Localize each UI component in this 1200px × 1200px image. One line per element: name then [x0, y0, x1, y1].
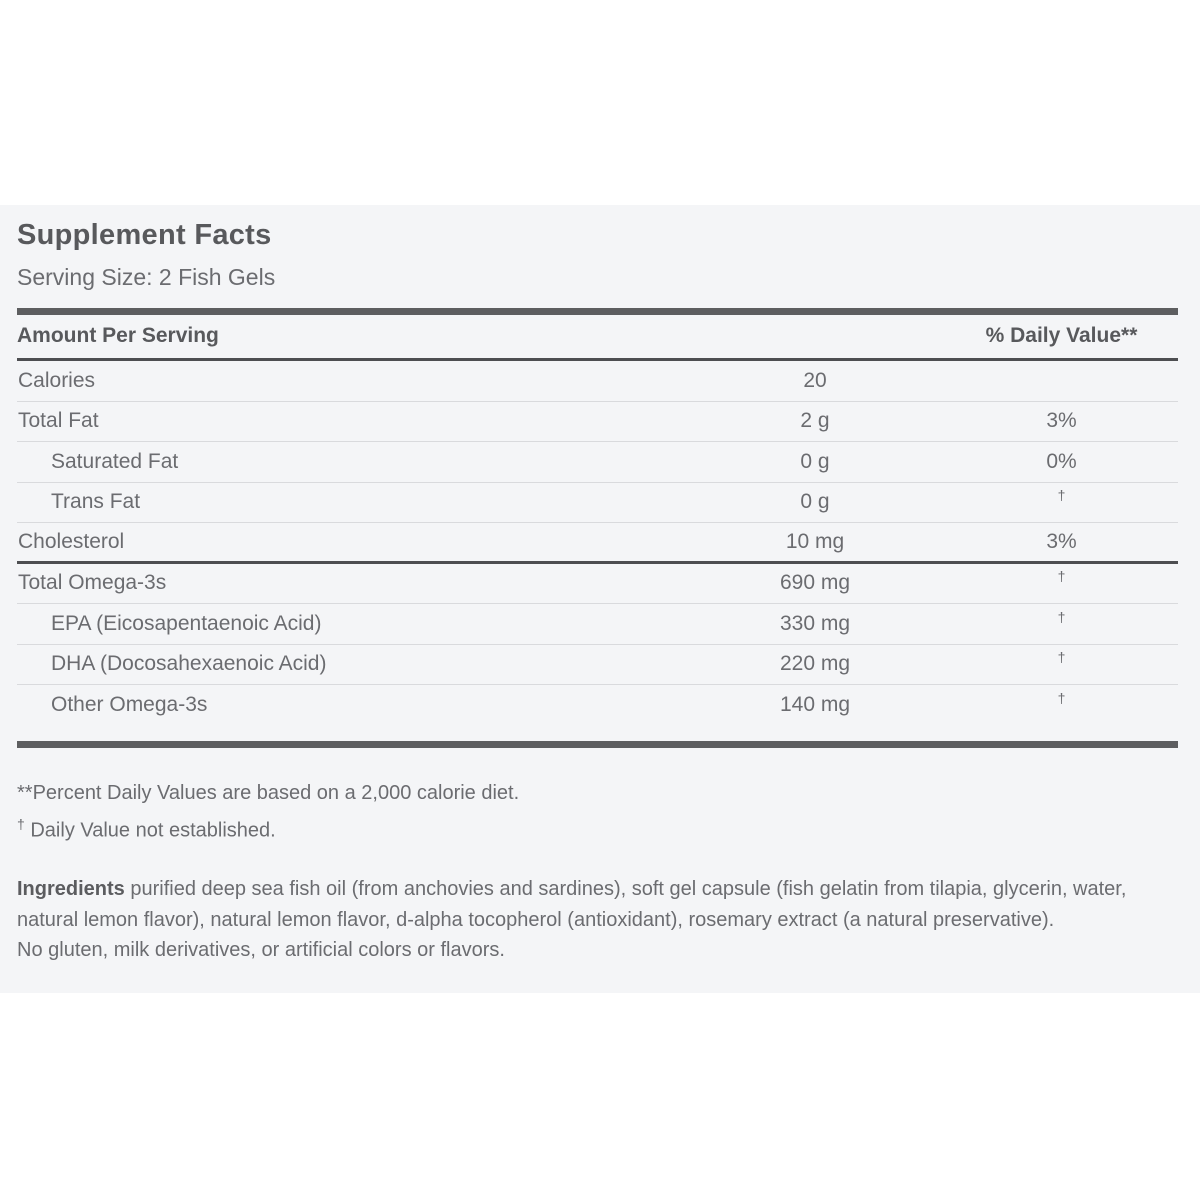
nutrient-daily-value: †	[1057, 649, 1066, 666]
nutrient-amount: 140 mg	[779, 693, 851, 717]
nutrient-amount: 0 g	[800, 490, 830, 514]
table-header-row	[17, 315, 1178, 361]
nutrient-amount: 20	[803, 368, 827, 392]
nutrient-label: Trans Fat	[51, 490, 141, 514]
amount-per-serving-header: Amount Per Serving	[17, 324, 219, 347]
ingredients-label: Ingredients	[17, 878, 125, 901]
table-row	[17, 483, 1178, 524]
serving-size: Serving Size: 2 Fish Gels	[17, 264, 276, 290]
nutrient-label: EPA (Eicosapentaenoic Acid)	[51, 611, 322, 635]
nutrient-label: Cholesterol	[18, 529, 125, 553]
table-row	[17, 645, 1178, 686]
facts-table	[17, 361, 1178, 726]
nutrient-amount: 690 mg	[779, 571, 851, 595]
table-row	[17, 402, 1178, 443]
dagger-symbol: †	[17, 815, 25, 832]
footnote-daily-value-not-established	[17, 809, 1178, 847]
ingredients-text: purified deep sea fish oil (from anchovies and sardines), soft gel capsule (fish gelatin from tilapia, glycerin, water, natural lemon flavor), natural lemon flavor, d-alpha tocopherol (antioxidant), rosemary extract (a natural preservative).	[17, 878, 1127, 931]
table-row	[17, 685, 1178, 726]
no-claims-text: No gluten, milk derivatives, or artificial colors or flavors.	[17, 939, 505, 962]
nutrient-label: DHA (Docosahexaenoic Acid)	[51, 652, 327, 676]
nutrient-amount: 2 g	[800, 409, 830, 433]
nutrient-label: Total Omega-3s	[18, 571, 167, 595]
nutrient-daily-value: †	[1057, 608, 1066, 625]
nutrient-daily-value: 0%	[1046, 449, 1077, 473]
table-row	[17, 564, 1178, 605]
nutrient-label: Saturated Fat	[51, 449, 179, 473]
nutrient-daily-value: †	[1057, 568, 1066, 585]
table-row	[17, 523, 1178, 564]
table-row	[17, 361, 1178, 402]
footnote-dagger-text: Daily Value not established.	[30, 819, 276, 842]
nutrient-daily-value: 3%	[1046, 529, 1077, 553]
divider-thick-top	[17, 308, 1178, 315]
footnotes	[17, 778, 1178, 847]
daily-value-header: % Daily Value**	[985, 324, 1138, 347]
nutrient-label: Other Omega-3s	[51, 693, 208, 717]
footnote-percent-daily-value: **Percent Daily Values are based on a 2,000 calorie diet.	[17, 781, 520, 804]
nutrient-amount: 220 mg	[779, 652, 851, 676]
table-row	[17, 604, 1178, 645]
nutrient-daily-value: †	[1057, 487, 1066, 504]
nutrient-amount: 10 mg	[785, 529, 845, 553]
nutrient-label: Total Fat	[18, 409, 99, 433]
panel-title: Supplement Facts	[17, 219, 272, 251]
nutrient-amount: 330 mg	[779, 611, 851, 635]
table-row	[17, 442, 1178, 483]
divider-thick-bottom	[17, 741, 1178, 748]
nutrient-label: Calories	[18, 368, 96, 392]
nutrient-amount: 0 g	[800, 449, 830, 473]
ingredients-paragraph	[17, 874, 1137, 966]
supplement-facts-panel	[0, 205, 1200, 993]
nutrient-daily-value: †	[1057, 690, 1066, 707]
nutrient-daily-value: 3%	[1046, 409, 1077, 433]
